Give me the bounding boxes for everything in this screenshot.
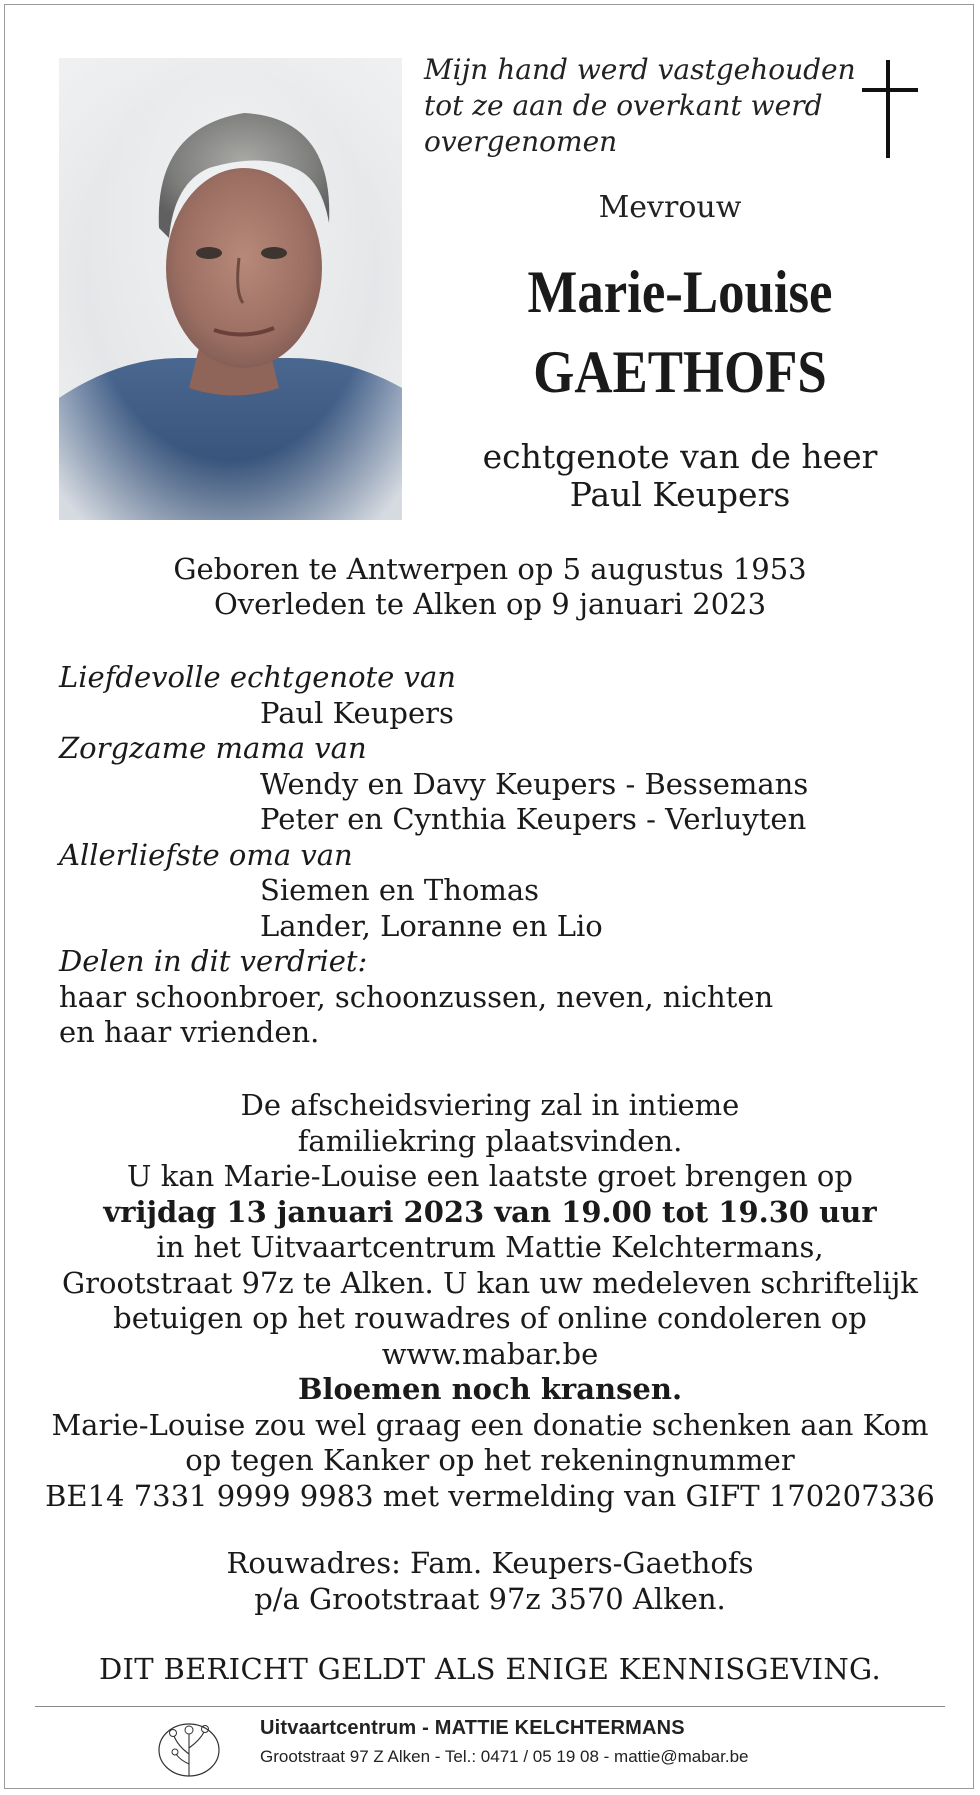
service-line: in het Uitvaartcentrum Mattie Kelchtermans, [156,1230,824,1264]
service-line: De afscheidsviering zal in intieme [240,1088,740,1122]
service-line: U kan Marie-Louise een laatste groet brengen op [127,1159,853,1193]
poem-line: tot ze aan de overkant werd [424,89,823,122]
poem [424,52,856,160]
portrait-photo [59,58,402,520]
poem-line: Mijn hand werd vastgehouden [424,53,856,86]
flower-logo-icon [156,1714,222,1780]
flowers-note: Bloemen noch kransen. [297,1372,683,1406]
salutation: Mevrouw [598,190,742,225]
family-member: Siemen en Thomas [260,873,540,907]
donation-line: Marie-Louise zou wel graag een donatie schenken aan Kom [51,1407,929,1442]
spouse-line: echtgenote van de heer [482,437,878,476]
death-line: Overleden te Alken op 9 januari 2023 [213,587,767,621]
family-member: Wendy en Davy Keupers - Bessemans [260,766,809,801]
family-list [59,660,919,1051]
footer-divider [35,1706,945,1707]
family-label: Zorgzame mama van [59,731,367,765]
donation-line: op tegen Kanker op het rekeningnummer [185,1443,795,1477]
spouse-line: Paul Keupers [569,475,791,514]
funeral-home-name: Uitvaartcentrum - MATTIE KELCHTERMANS [260,1717,685,1739]
family-member: Paul Keupers [260,695,454,730]
address-line: p/a Grootstraat 97z 3570 Alken. [254,1581,726,1616]
deceased-surname: GAETHOFS [533,339,827,405]
address-line: Rouwadres: Fam. Keupers-Gaethofs [226,1546,754,1580]
family-member: haar schoonbroer, schoonzussen, neven, nichten [59,979,774,1014]
official-notice: DIT BERICHT GELDT ALS ENIGE KENNISGEVING. [99,1652,881,1686]
birth-line: Geboren te Antwerpen op 5 augustus 1953 [173,552,807,586]
service-details [0,1088,980,1514]
website-link[interactable]: www.mabar.be [381,1336,599,1371]
family-member: Peter en Cynthia Keupers - Verluyten [260,802,807,836]
service-line: familiekring plaatsvinden. [297,1123,683,1158]
poem-line: overgenomen [424,125,618,158]
service-line: betuigen op het rouwadres of online condoleren op [113,1301,867,1335]
spouse-block [430,438,930,514]
family-member: en haar vrienden. [59,1015,320,1049]
family-member: Lander, Loranne en Lio [260,908,603,943]
cross-icon [862,60,918,160]
visit-time: vrijdag 13 januari 2023 van 19.00 tot 19.30 uur [103,1194,877,1229]
service-line: Grootstraat 97z te Alken. U kan uw medeleven schriftelijk [62,1265,918,1300]
birth-death-dates [0,552,980,622]
mourning-address [0,1546,980,1617]
family-label: Delen in dit verdriet: [59,944,368,978]
family-label: Allerliefste oma van [59,837,353,872]
family-label: Liefdevolle echtgenote van [59,660,456,694]
donation-line: BE14 7331 9999 9983 met vermelding van GIFT 170207336 [45,1478,935,1513]
funeral-home-contact: Grootstraat 97 Z Alken - Tel.: 0471 / 05 19 08 - mattie@mabar.be [260,1747,749,1766]
deceased-given-name: Marie-Louise [527,259,833,325]
